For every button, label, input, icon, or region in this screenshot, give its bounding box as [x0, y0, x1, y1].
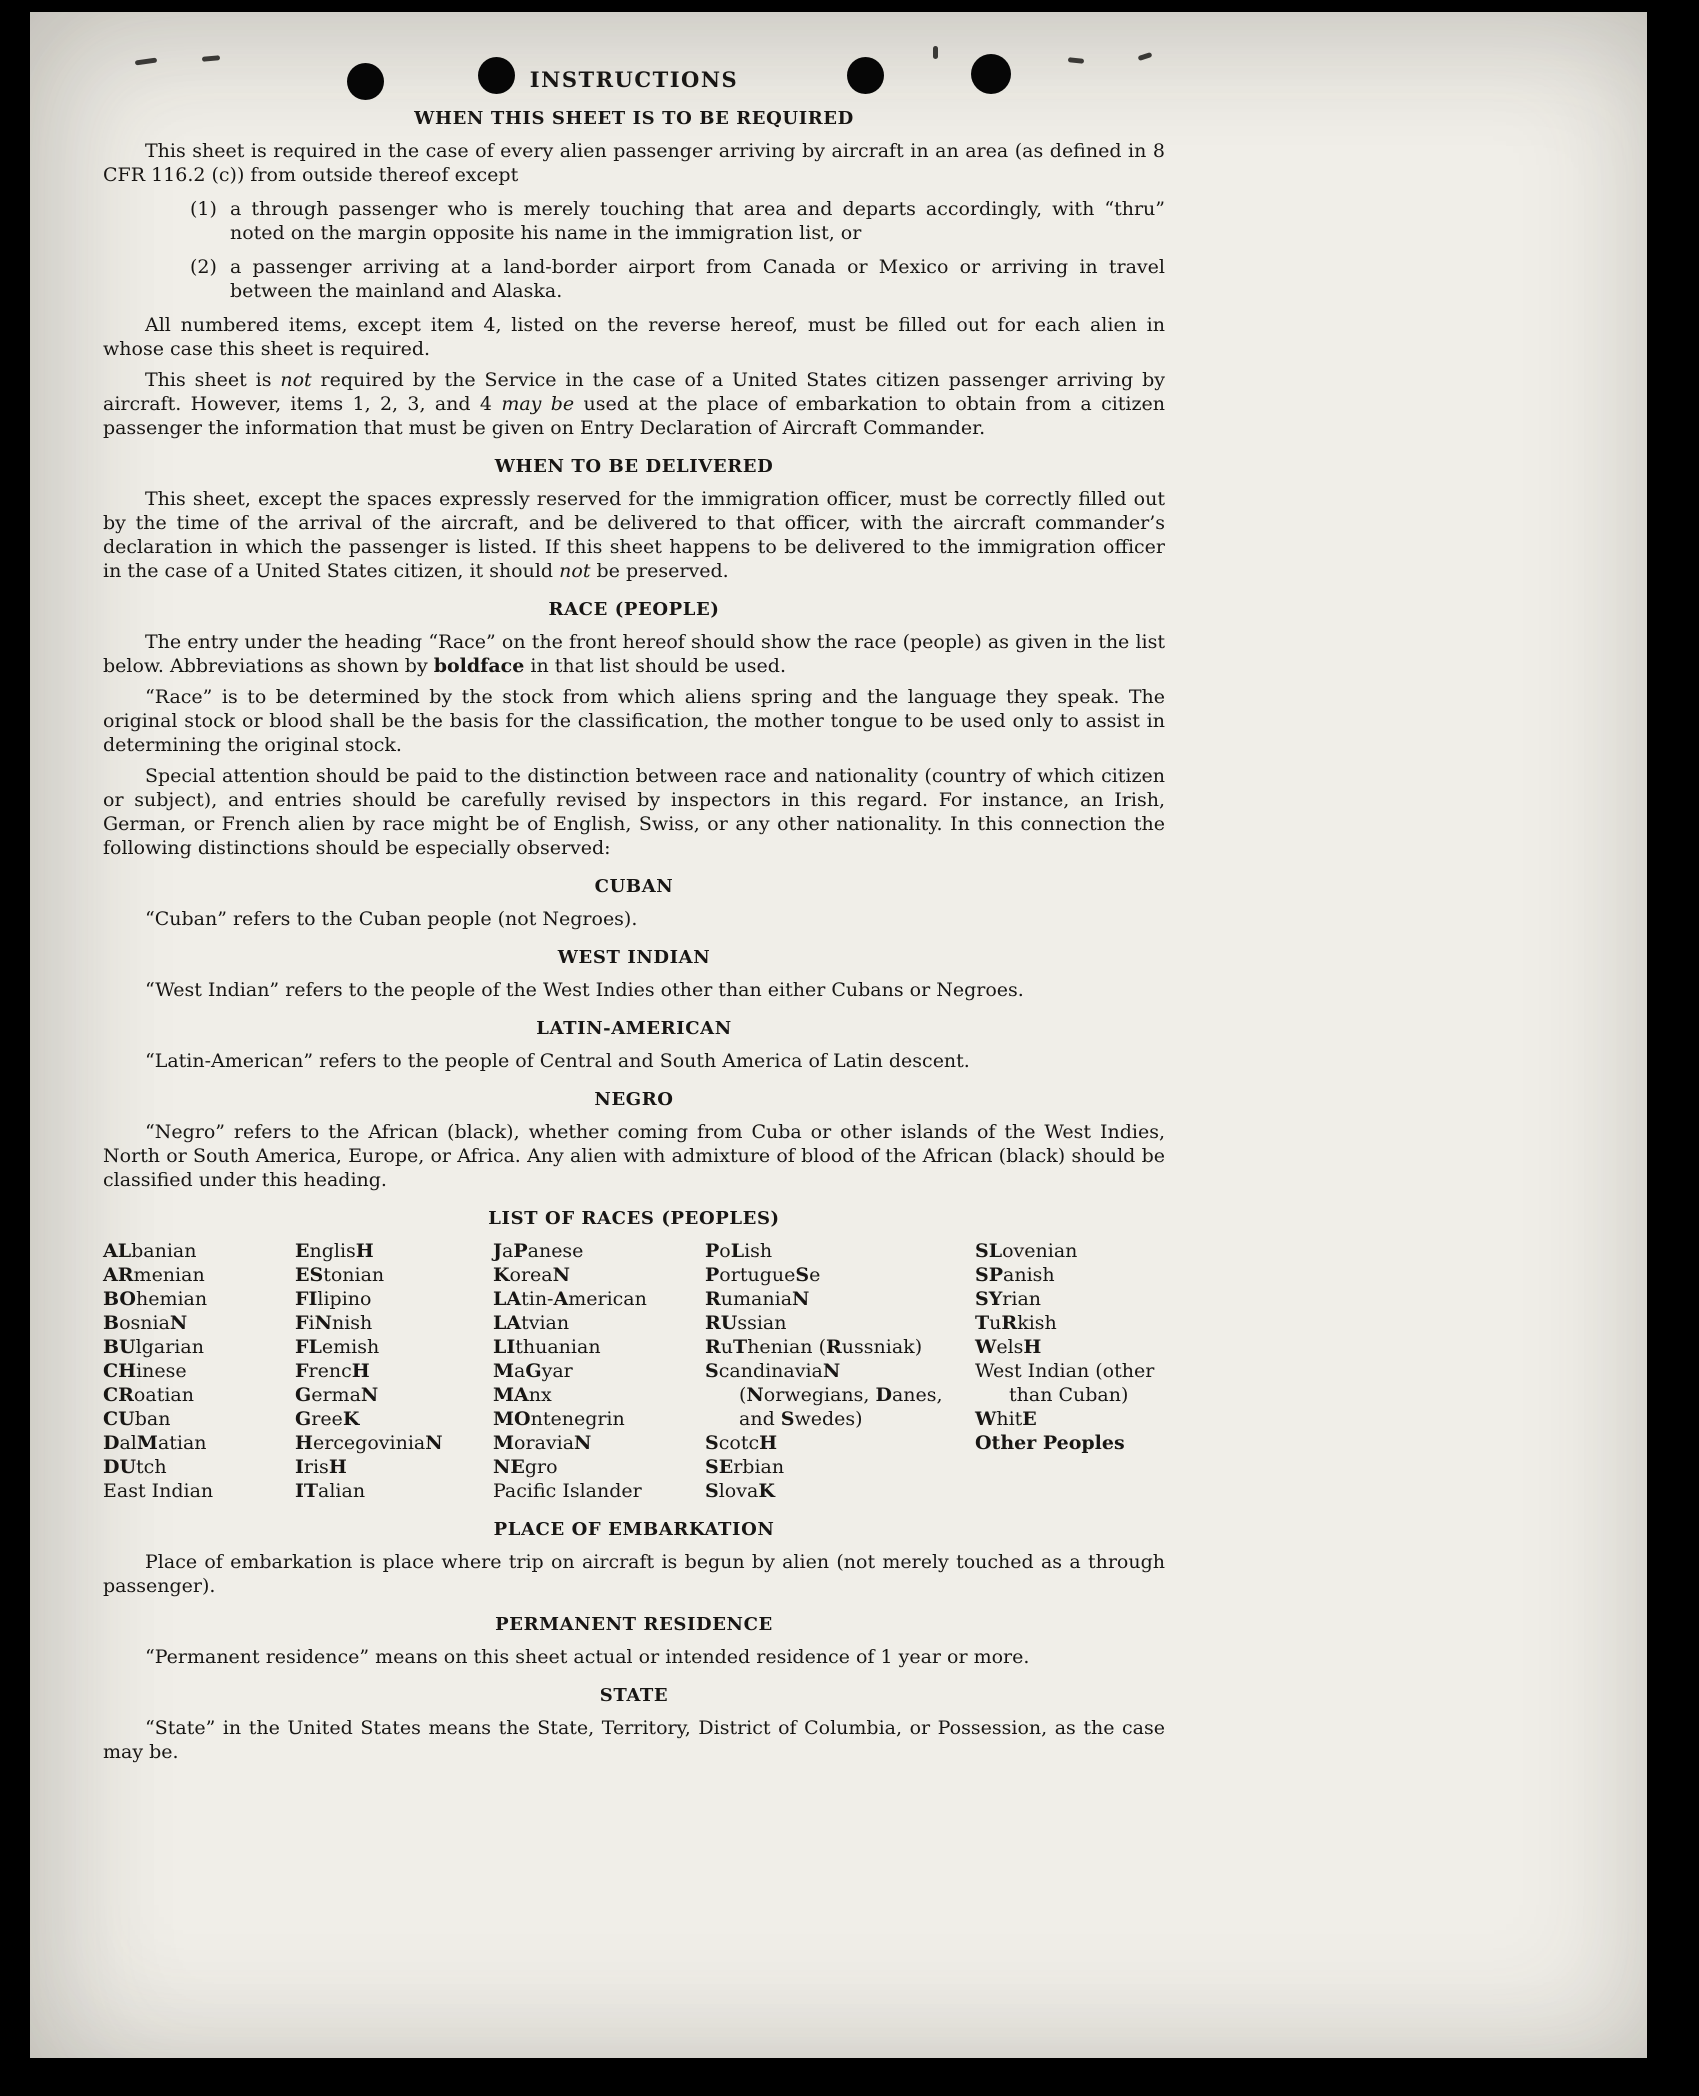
race-item: SlovaK — [705, 1480, 775, 1502]
heading-list-of-races: LIST OF RACES (PEOPLES) — [488, 1208, 780, 1229]
race-item: West Indian (other than Cuban) — [975, 1360, 1155, 1406]
race-item: MAnx — [493, 1384, 552, 1406]
text-run: be preserved. — [590, 560, 729, 582]
race-item: FIlipino — [295, 1288, 372, 1310]
heading-negro: NEGRO — [594, 1089, 674, 1110]
text-run: required by the Service in the case of a United States citizen passenger arriving by aircraft. However, items 1, 2, 3, and 4 — [103, 369, 1166, 415]
race-item: East Indian — [103, 1480, 214, 1502]
paragraph-embarkation: Place of embarkation is place where trip on aircraft is begun by alien (not merely touched as a through passenger). — [103, 1551, 1165, 1597]
paragraph-cuban: “Cuban” refers to the Cuban people (not Negroes). — [145, 908, 638, 930]
race-item: EStonian — [295, 1264, 385, 1286]
race-item: LAtin-American — [493, 1288, 647, 1310]
race-item: NEgro — [493, 1456, 558, 1478]
race-item: MaGyar — [493, 1360, 573, 1382]
text-run: This sheet, except the spaces expressly reserved for the immigration officer, must be correctly filled out by the time of the arrival of the aircraft, and be delivered to that officer, with the aircraft commander’s declaration in which the passenger is listed. If this sheet happens to be delivered to the immigration officer in the case of a United States citizen, it should — [103, 488, 1165, 582]
text-run: The entry under the heading “Race” on the front hereof should show the race (people) as given in the list below. Abbreviations as shown by — [103, 631, 1165, 677]
race-item: MoraviaN — [493, 1432, 592, 1454]
race-item: BosniaN — [103, 1312, 188, 1334]
race-item: RumaniaN — [705, 1288, 810, 1310]
document-page — [30, 12, 1647, 2058]
paragraph-negro: “Negro” refers to the African (black), whether coming from Cuba or other islands of the West Indies, North or South America, Europe, or Africa. Any alien with admixture of blood of the African (black) should be classified under this heading. — [103, 1121, 1165, 1191]
race-item: KoreaN — [493, 1264, 570, 1286]
heading-latin-american: LATIN-AMERICAN — [536, 1018, 732, 1039]
races-column-4 — [705, 1239, 975, 1503]
item-number: (1) — [190, 198, 217, 220]
race-item: Other Peoples — [975, 1432, 1125, 1454]
paragraph-all-items: All numbered items, except item 4, listed on the reverse hereof, must be filled out for each alien in whose case this sheet is required. — [103, 314, 1165, 360]
scan-artifact — [202, 55, 220, 62]
paragraph-residence: “Permanent residence” means on this sheet actual or intended residence of 1 year or more. — [145, 1646, 1030, 1668]
race-item: ScandinaviaN (Norwegians, Danes, and Swedes) — [705, 1360, 943, 1430]
paragraph-race-3: Special attention should be paid to the distinction between race and nationality (country of which citizen or subject), and entries should be carefully revised by inspectors in this regard. For instance, an Irish, German, or French alien by race might be of English, Swiss, or any other nationality. In this connection the following distinctions should be especially observed: — [103, 765, 1165, 859]
race-item: FrencH — [295, 1360, 370, 1382]
scan-artifact — [135, 57, 157, 65]
race-item: RuThenian (Russniak) — [705, 1336, 923, 1358]
races-column-5 — [975, 1239, 1165, 1503]
race-item: RUssian — [705, 1312, 787, 1334]
races-list — [103, 1239, 1165, 1503]
page-title: INSTRUCTIONS — [529, 67, 739, 92]
race-item: CRoatian — [103, 1384, 194, 1406]
race-item: LIthuanian — [493, 1336, 601, 1358]
paragraph-state: “State” in the United States means the State, Territory, District of Columbia, or Possession, as the case may be. — [103, 1717, 1165, 1763]
numbered-item-2 — [190, 255, 1165, 303]
races-column-3 — [493, 1239, 705, 1503]
heading-state: STATE — [599, 1685, 669, 1706]
heading-when-delivered: WHEN TO BE DELIVERED — [494, 456, 774, 477]
race-item: Pacific Islander — [493, 1480, 642, 1502]
numbered-item-1 — [190, 197, 1165, 245]
paragraph-required-intro: This sheet is required in the case of every alien passenger arriving by aircraft in an area (as defined in 8 CFR 116.2 (c)) from outside thereof except — [103, 140, 1165, 186]
race-item: MOntenegrin — [493, 1408, 625, 1430]
race-item: SLovenian — [975, 1240, 1078, 1262]
race-item: ScotcH — [705, 1432, 778, 1454]
race-item: CUban — [103, 1408, 171, 1430]
paragraph-race-1 — [103, 630, 1165, 678]
race-item: IrisH — [295, 1456, 347, 1478]
text-run: used at the place of embarkation to obtain from a citizen passenger the information that must be given on Entry Declaration of Aircraft Commander. — [103, 393, 1166, 439]
race-item: EnglisH — [295, 1240, 374, 1262]
race-item: GreeK — [295, 1408, 360, 1430]
heading-race-people: RACE (PEOPLE) — [548, 599, 720, 620]
item-text: a through passenger who is merely touching that area and departs accordingly, with “thru” noted on the margin opposite his name in the immigration list, or — [230, 198, 1165, 244]
text-run: in that list should be used. — [524, 655, 786, 677]
race-item: HercegoviniaN — [295, 1432, 443, 1454]
heading-when-required: WHEN THIS SHEET IS TO BE REQUIRED — [414, 108, 854, 129]
race-item: SYrian — [975, 1288, 1042, 1310]
paragraph-latin-american: “Latin-American” refers to the people of Central and South America of Latin descent. — [145, 1050, 970, 1072]
scan-artifact — [1138, 52, 1153, 61]
scan-artifact — [1068, 57, 1084, 64]
race-item: WhitE — [975, 1408, 1037, 1430]
race-item: ALbanian — [103, 1240, 197, 1262]
scan-artifact — [933, 46, 938, 59]
race-item: TuRkish — [975, 1312, 1057, 1334]
race-item: ITalian — [295, 1480, 366, 1502]
races-column-1 — [103, 1239, 295, 1503]
race-item: PoLish — [705, 1240, 773, 1262]
race-item: DalMatian — [103, 1432, 207, 1454]
heading-cuban: CUBAN — [594, 876, 674, 897]
paragraph-not-required — [103, 368, 1165, 440]
race-item: LAtvian — [493, 1312, 570, 1334]
item-number: (2) — [190, 256, 217, 278]
bold-run: boldface — [433, 655, 525, 677]
race-item: WelsH — [975, 1336, 1042, 1358]
paragraph-west-indian: “West Indian” refers to the people of the West Indies other than either Cubans or Negroes. — [145, 979, 1024, 1001]
race-item: JaPanese — [493, 1240, 584, 1262]
race-item: FiNnish — [295, 1312, 373, 1334]
race-item: GermaN — [295, 1384, 379, 1406]
race-item: FLemish — [295, 1336, 380, 1358]
paragraph-race-2: “Race” is to be determined by the stock from which aliens spring and the language they speak. The original stock or blood shall be the basis for the classification, the mother tongue to be used only to assist in determining the original stock. — [103, 686, 1165, 756]
race-item: CHinese — [103, 1360, 187, 1382]
paragraph-delivered — [103, 487, 1165, 583]
italic-run: may be — [501, 393, 575, 415]
race-item: PortugueSe — [705, 1264, 821, 1286]
race-item: BOhemian — [103, 1288, 208, 1310]
item-text: a passenger arriving at a land-border airport from Canada or Mexico or arriving in travel between the mainland and Alaska. — [230, 256, 1165, 302]
heading-west-indian: WEST INDIAN — [557, 947, 711, 968]
italic-run: not — [559, 560, 591, 582]
race-item: DUtch — [103, 1456, 167, 1478]
heading-place-of-embarkation: PLACE OF EMBARKATION — [493, 1519, 775, 1540]
race-item: BUlgarian — [103, 1336, 204, 1358]
text-run: This sheet is — [145, 369, 281, 391]
document-content — [103, 68, 1165, 1771]
races-column-2 — [295, 1239, 493, 1503]
race-item: SPanish — [975, 1264, 1055, 1286]
race-item: ARmenian — [103, 1264, 205, 1286]
heading-permanent-residence: PERMANENT RESIDENCE — [495, 1614, 773, 1635]
italic-run: not — [280, 369, 312, 391]
race-item: SErbian — [705, 1456, 785, 1478]
